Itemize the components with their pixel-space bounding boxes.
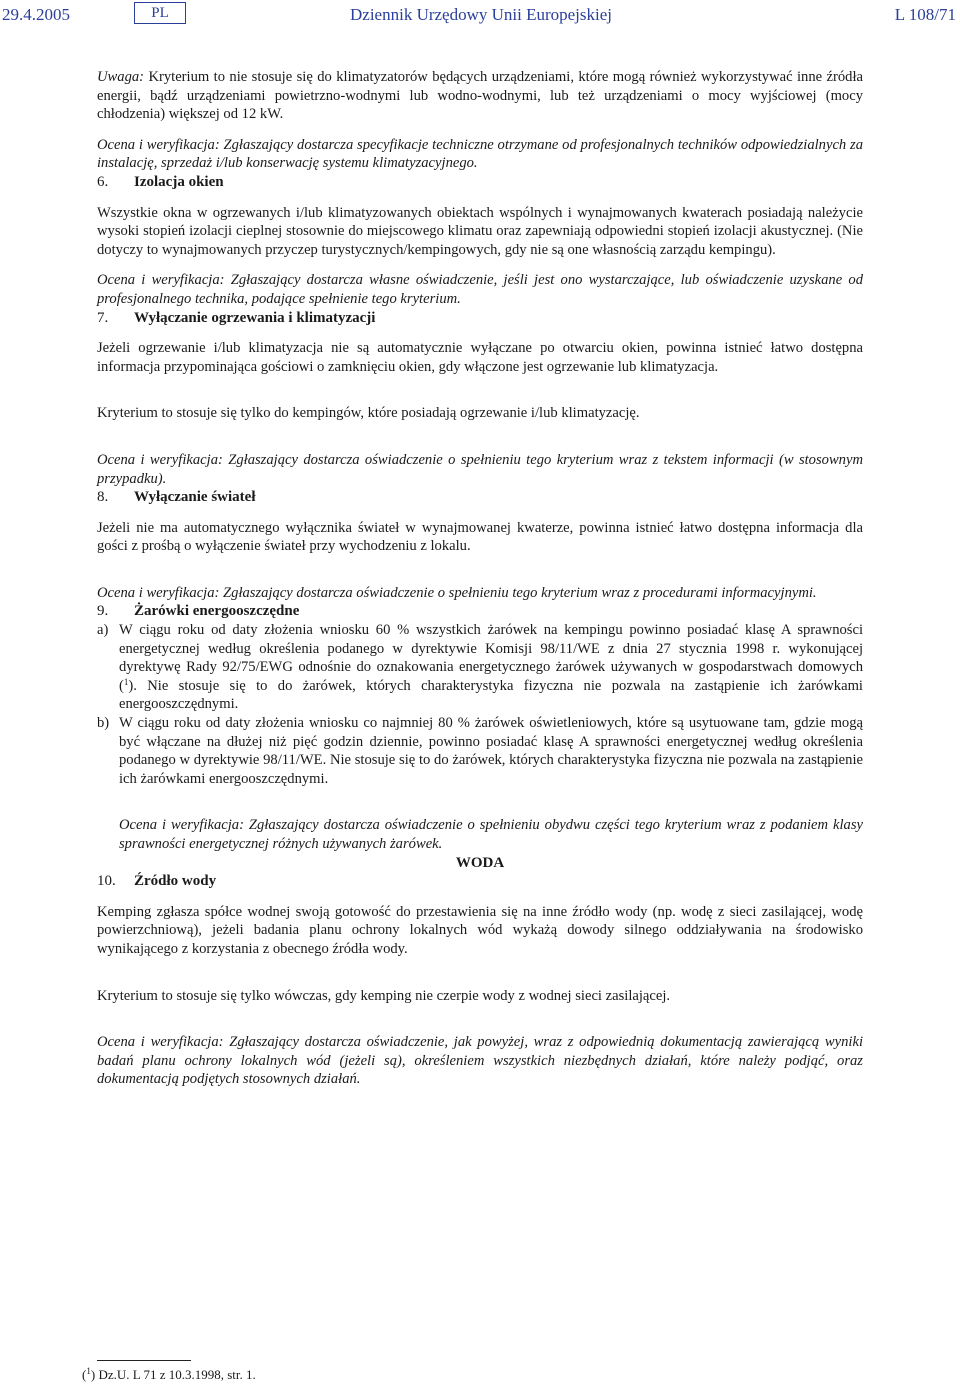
section-number: 7. — [97, 309, 109, 326]
footnote-ref: 1 — [123, 676, 129, 687]
item-text-part: ). Nie stosuje się to do żarówek, których charakterystyka fizyczna nie pozwala na zastąpienie ich żarówkami energooszczędnymi. — [119, 677, 863, 713]
section-6-assessment: Ocena i weryfikacja: Zgłaszający dostarcza własne oświadczenie, jeśli jest ono wystarczające, lub oświadczenie uzyskane od profesjonalnego technika, podające spełnienie tego kryterium. — [97, 272, 863, 307]
section-6-text: Wszystkie okna w ogrzewanych i/lub klimatyzowanych obiektach wspólnych i wynajmowanych kwaterach posiadają należycie wysoki stopień izolacji cieplnej stosownie do miejscowego klimatu oraz zapewniają odpowiedni stopień izolacji akustycznej. (Nie dotyczy to wynajmowanych przyczep turystycznych/kempingowych, gdy nie są one własnością zarządu kempingu). — [97, 204, 863, 258]
item-label: b) — [97, 715, 110, 732]
item-text-part: W ciągu roku od daty złożenia wniosku 60 % wszystkich żarówek na kempingu powinno posiadać klasę A sprawności energetycznej według określenia podanego w dyrektywie Komisji 98/11/WE z dnia 27 stycznia 1998 r. wykonującej dyrektywę Rady 92/75/EWG odnośnie do oznakowania energetycznego żarówek używanych w gospodarstwach domowych ( — [119, 622, 863, 694]
section-7-text: Jeżeli ogrzewanie i/lub klimatyzacja nie są automatycznie wyłączane po otwarciu okien, powinna istnieć łatwo dostępna informacja przypominająca gościowi o zamknięciu okien, gdy włączone jest ogrzewanie lub klimatyzacja. — [97, 340, 863, 375]
section-10-scope: Kryterium to stosuje się tylko wówczas, gdy kemping nie czerpie wody z wodnej sieci zasilającej. — [97, 987, 671, 1004]
item-text — [119, 621, 863, 714]
footnote-rule — [97, 1360, 191, 1361]
note-label: Uwaga: — [97, 69, 145, 85]
section-10-text: Kemping zgłasza spółce wodnej swoją gotowość do przestawienia się na inne źródło wody (np. wodę z sieci zasilającej, wodę powierzchniową), jeżeli badania planu ochrony lokalnych wód wykażą dowody silnego oddziaływania na środowisko wynikającego z korzystania z obecnego źródła wody. — [97, 903, 863, 957]
footnote: ($^1$) Dz.U. L 71 z 10.3.1998, str. 1. — [82, 1366, 256, 1382]
section-title: Źródło wody — [134, 873, 217, 890]
section-8-assessment: Ocena i weryfikacja: Zgłaszający dostarcza oświadczenie o spełnieniu tego kryterium wraz z procedurami informacyjnymi. — [97, 584, 817, 601]
section-9-assessment: Ocena i weryfikacja: Zgłaszający dostarcza oświadczenie o spełnieniu obydwu części tego kryterium wraz z podaniem klasy sprawności energetycznej różnych używanych żarówek. — [119, 817, 863, 852]
section-7-heading — [97, 309, 863, 328]
page-header — [0, 0, 960, 34]
header-date: 29.4.2005 — [2, 5, 70, 24]
section-title: Izolacja okien — [134, 173, 224, 190]
section-title: Wyłączanie ogrzewania i klimatyzacji — [134, 309, 376, 326]
section-number: 8. — [97, 489, 109, 506]
item-label: a) — [97, 622, 109, 639]
footnote-text: Dz.U. L 71 z 10.3.1998, str. 1. — [98, 1367, 256, 1382]
section-9-heading — [97, 602, 863, 621]
section-10-heading — [97, 872, 863, 891]
footnote-marker: 1 — [86, 1366, 91, 1376]
document-body — [97, 68, 863, 1089]
footnote-area — [82, 1360, 863, 1383]
intro-note — [97, 68, 863, 124]
section-6-heading — [97, 173, 863, 192]
section-title: Żarówki energooszczędne — [134, 603, 300, 620]
intro-assessment: Ocena i weryfikacja: Zgłaszający dostarcza specyfikacje techniczne otrzymane od profesjonalnych techników odpowiedzialnych za instalację, sprzedaż i/lub konserwację systemu klimatyzacyjnego. — [97, 136, 863, 172]
section-number: 9. — [97, 603, 109, 620]
section-8-heading — [97, 488, 863, 507]
journal-title: Dziennik Urzędowy Unii Europejskiej — [350, 5, 613, 24]
section-number: 10. — [97, 873, 116, 890]
section-title: Wyłączanie świateł — [134, 489, 256, 506]
section-8-text: Jeżeli nie ma automatycznego wyłącznika świateł w wynajmowanej kwaterze, powinna istnieć łatwo dostępna informacja dla gości z prośbą o wyłączenie świateł przy wychodzeniu z lokalu. — [97, 519, 863, 555]
section-7-scope: Kryterium to stosuje się tylko do kempingów, które posiadają ogrzewanie i/lub klimatyzację. — [97, 405, 640, 422]
list-item-b — [97, 714, 863, 788]
note-text: Kryterium to nie stosuje się do klimatyzatorów będących urządzeniami, które mogą również wykorzystywać inne źródła energii, bądź urządzeniami powietrzno-wodnymi lub wodno-wodnymi, lub też urządzeniami o mocy wyjściowej (mocy chłodzenia) większej od 12 kW. — [97, 69, 863, 123]
item-text: W ciągu roku od daty złożenia wniosku co najmniej 80 % żarówek oświetleniowych, które są usytuowane tam, gdzie mogą być włączane na dłużej niż pięć godzin dziennie, powinno posiadać klasę A sprawności energetycznej według określenia podanego w dyrektywie 98/11/WE. Nie stosuje się to do żarówek, których charakterystyka fizyczna nie pozwala na zastąpienie ich żarówkami energooszczędnymi. — [119, 715, 863, 787]
page-number: L 108/71 — [894, 5, 956, 24]
water-heading: WODA — [455, 854, 505, 871]
section-10-assessment: Ocena i weryfikacja: Zgłaszający dostarcza oświadczenie, jak powyżej, wraz z odpowiednią dokumentacją zawierającą wyniki badań planu ochrony lokalnych wód (jeżeli są), określeniem wszystkich niezbędnych działań, które należy podjąć, oraz dokumentacją podjętych stosownych działań. — [97, 1034, 863, 1088]
section-number: 6. — [97, 173, 109, 190]
language-badge: PL — [134, 2, 186, 24]
list-item-a — [97, 621, 863, 714]
section-7-assessment: Ocena i weryfikacja: Zgłaszający dostarcza oświadczenie o spełnieniu tego kryterium wraz z tekstem informacji (w stosownym przypadku). — [97, 451, 863, 487]
